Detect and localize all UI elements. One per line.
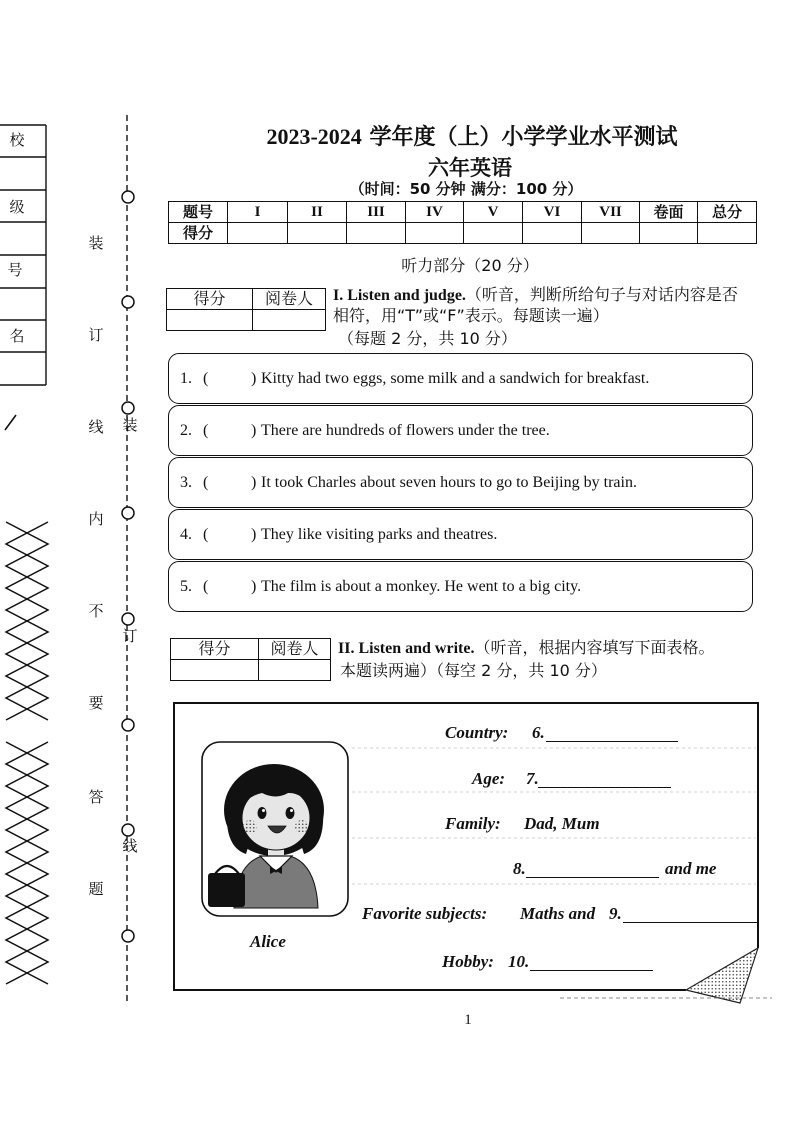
answer-blank-7 [538, 787, 671, 788]
section1-points: （每题 2 分，共 10 分） [338, 329, 517, 348]
score-table [168, 201, 757, 244]
grader-marker-cell [253, 310, 326, 331]
score-cell [228, 223, 288, 244]
judge-item-5 [168, 561, 753, 612]
character-name: Alice [250, 932, 286, 951]
section2-title: II. Listen and write. [338, 640, 475, 657]
strip-label-class: 级 [9, 198, 25, 216]
judge-item-3 [168, 457, 753, 508]
exam-title [172, 124, 772, 151]
strip-label-name: 名 [9, 327, 25, 345]
age-label: Age: [472, 769, 506, 788]
answer-paren-close: ) [251, 473, 257, 491]
girl-illustration [208, 764, 324, 908]
family-suffix: and me [665, 859, 717, 878]
family-value: Dad, Mum [524, 814, 600, 833]
exam-time-score: （时间：50 分钟 满分：100 分） [349, 180, 583, 198]
girl-eye-left [258, 807, 267, 819]
score-table-header-row [169, 202, 757, 223]
score-table-score-row [169, 223, 757, 244]
section1-grader-table [166, 288, 326, 331]
binding-hole [122, 191, 134, 203]
binding-char: 题 [88, 880, 104, 898]
picture-frame [202, 742, 348, 916]
score-cell [698, 223, 757, 244]
section2-instruction-2: 本题读两遍）（每空 2 分，共 10 分） [340, 661, 607, 680]
lattice-line [6, 742, 48, 984]
binding-char: 线 [88, 418, 104, 436]
answer-paren-close: ) [251, 369, 257, 387]
binding-hole [122, 613, 134, 625]
answer-blank-6 [546, 741, 678, 742]
answer-paren-close: ) [251, 421, 257, 439]
section2-instruction-1: （听音，根据内容填写下面表格。 [474, 638, 715, 657]
binding-char: 订 [88, 326, 104, 344]
score-header-cell: I [228, 202, 288, 223]
score-header-cell: 卷面 [640, 202, 698, 223]
score-cell [464, 223, 523, 244]
girl-mouth [268, 826, 286, 833]
subjects-label: Favorite subjects: [362, 904, 488, 923]
score-header-cell: II [288, 202, 347, 223]
girl-eye-highlight [262, 809, 265, 812]
strip-label-school: 校 [9, 131, 25, 149]
grader-value-row [171, 660, 331, 681]
girl-bangs [240, 772, 313, 810]
item-sentence: It took Charles about seven hours to go to Beijing by train. [261, 473, 637, 491]
binding-line-char: 订 [122, 627, 138, 645]
page-curl-corner [686, 948, 758, 1003]
section1-heading [333, 285, 738, 306]
grader-header-row [171, 639, 331, 660]
score-cell [582, 223, 640, 244]
binding-hole [122, 507, 134, 519]
binding-hole [122, 719, 134, 731]
binding-hole [122, 824, 134, 836]
answer-paren-open: ( [203, 473, 209, 491]
grader-score-cell [171, 660, 259, 681]
girl-eye-right [286, 807, 295, 819]
blank-number-8: 8. [513, 859, 526, 878]
blank-number-7: 7. [526, 769, 539, 788]
answer-blank-9 [623, 922, 757, 923]
score-header-cell: VII [582, 202, 640, 223]
section1-instruction-2: 相符，用“T”或“F”表示。每题读一遍） [333, 306, 609, 325]
girl-hair-back [224, 764, 324, 856]
blank-number-9: 9. [609, 904, 622, 923]
item-number: 5. [180, 577, 192, 595]
item-sentence: Kitty had two eggs, some milk and a sandwich for breakfast. [261, 369, 650, 387]
girl-face [242, 786, 310, 850]
score-cell [406, 223, 464, 244]
subjects-value: Maths and [520, 904, 596, 923]
girl-neck [268, 846, 284, 858]
page-number: 1 [464, 1012, 472, 1028]
blank-number-6: 6. [532, 723, 545, 742]
item-number: 4. [180, 525, 192, 543]
cross-hatch-border [6, 522, 48, 984]
score-header-cell: IV [406, 202, 464, 223]
binding-hole [122, 930, 134, 942]
lattice-line [6, 522, 48, 720]
binding-holes [122, 191, 134, 942]
girl-hair-left [227, 800, 254, 854]
score-header-cell: V [464, 202, 523, 223]
binding-line-char: 装 [122, 416, 138, 434]
item-number: 3. [180, 473, 192, 491]
family-label: Family: [445, 814, 501, 833]
item-sentence: The film is about a monkey. He went to a big city. [261, 577, 582, 595]
girl-eye-highlight [290, 809, 293, 812]
bag-handle [215, 866, 239, 874]
binding-char: 不 [88, 602, 104, 620]
exam-title-text: 学年度（上）小学学业水平测试 [369, 125, 678, 150]
score-cell [288, 223, 347, 244]
grader-marker-cell [259, 660, 331, 681]
judge-item-4 [168, 509, 753, 560]
judge-item-1 [168, 353, 753, 404]
score-cell [523, 223, 582, 244]
listening-part-title: 听力部分（20 分） [401, 256, 539, 275]
answer-paren-open: ( [203, 577, 209, 595]
strip-label-number: 号 [7, 261, 23, 279]
answer-paren-close: ) [251, 577, 257, 595]
girl-cheek-left [243, 820, 257, 834]
section1-title: I. Listen and judge. [333, 287, 466, 304]
score-header-cell: III [347, 202, 406, 223]
school-bag [208, 873, 245, 907]
girl-hair-right [296, 800, 323, 854]
grader-marker-header: 阅卷人 [259, 639, 331, 660]
section2-grader-table [170, 638, 331, 681]
grader-score-cell [167, 310, 253, 331]
item-number: 2. [180, 421, 192, 439]
answer-paren-open: ( [203, 421, 209, 439]
girl-bow [270, 866, 282, 874]
exam-subtitle: 六年英语 [428, 156, 512, 180]
binding-line-char: 线 [122, 837, 138, 855]
girl-collar [260, 856, 292, 872]
item-sentence: They like visiting parks and theatres. [261, 525, 498, 543]
grader-score-header: 得分 [171, 639, 259, 660]
answer-paren-open: ( [203, 525, 209, 543]
girl-cheek-right [295, 820, 309, 834]
exam-title-year: 2023-2024 [266, 124, 362, 149]
item-sentence: There are hundreds of flowers under the tree. [261, 421, 550, 439]
judge-item-2 [168, 405, 753, 456]
section1-instruction-1: （听音，判断所给句子与对话内容是否 [465, 285, 738, 304]
info-strip-grid [0, 125, 46, 385]
country-label: Country: [445, 723, 509, 742]
score-header-cell: VI [523, 202, 582, 223]
binding-char: 要 [88, 694, 104, 712]
item-number: 1. [180, 369, 192, 387]
score-header-cell: 题号 [169, 202, 228, 223]
score-row-label: 得分 [169, 223, 228, 244]
binding-char: 内 [88, 510, 104, 528]
blank-number-10: 10. [508, 952, 530, 971]
hobby-label: Hobby: [442, 952, 494, 971]
score-header-cell: 总分 [698, 202, 757, 223]
score-cell [347, 223, 406, 244]
lattice-line [6, 742, 48, 984]
answer-paren-open: ( [203, 369, 209, 387]
section2-heading [338, 638, 714, 659]
answer-paren-close: ) [251, 525, 257, 543]
grader-header-row [167, 289, 326, 310]
binding-hole [122, 402, 134, 414]
score-cell [640, 223, 698, 244]
lattice-line [6, 522, 48, 720]
grader-value-row [167, 310, 326, 331]
binding-char: 答 [88, 788, 104, 806]
girl-body [234, 856, 318, 908]
answer-blank-8 [526, 877, 659, 878]
binding-hole [122, 296, 134, 308]
answer-blank-10 [530, 970, 653, 971]
binding-char: 装 [88, 234, 104, 252]
slash-mark [5, 415, 16, 430]
grader-marker-header: 阅卷人 [253, 289, 326, 310]
grader-score-header: 得分 [167, 289, 253, 310]
